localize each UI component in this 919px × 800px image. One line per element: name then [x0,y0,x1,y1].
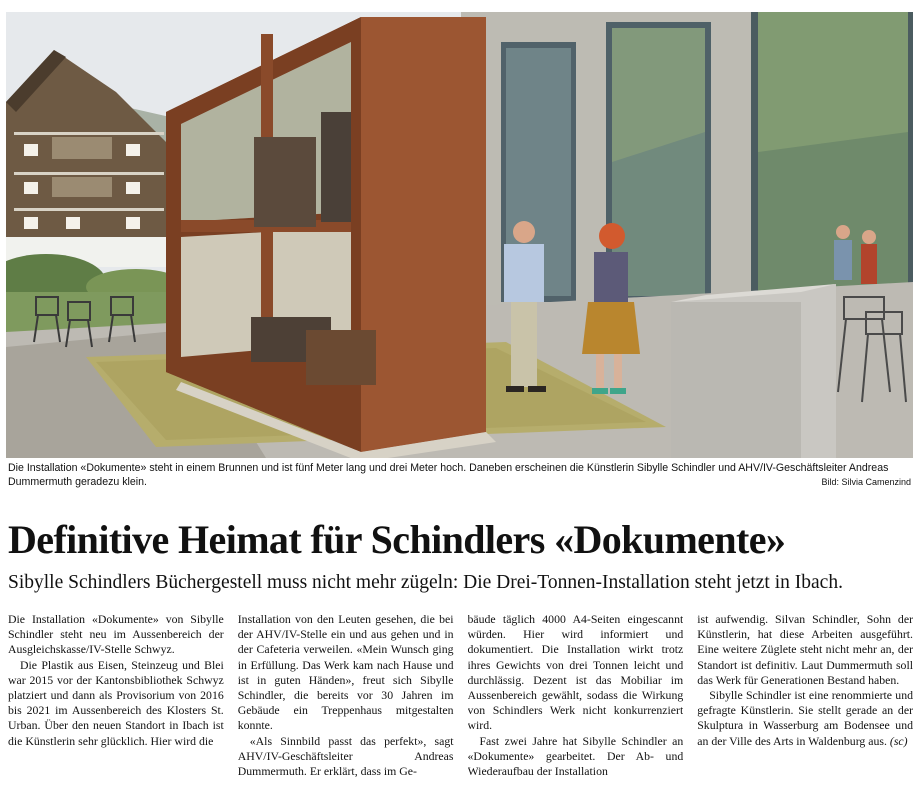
article-column-4 [697,612,913,796]
paragraph: bäude täglich 4000 A4-Seiten eingescannt würden. Hier wird informiert und dokumentiert. Die Installation wirkt trotz ihres Gewichts von drei Tonnen leicht und durchlässig. Dezent ist das Mobiliar im Aussenbereich gewählt, sodass die Wirkung von Schindlers Werk nicht konkurrenziert wird. [467,612,684,733]
article-column-1 [8,612,224,796]
article-headline: Definitive Heimat für Schindlers «Dokumente» [8,517,786,562]
paragraph: ist aufwendig. Silvan Schindler, Sohn der Künstlerin, hat diese Arbeiten ausgeführt. Eine weitere Züglete steht nicht mehr an, der Standort ist definitiv. Laut Dummermuth soll das Werk für Generationen Bestand haben. [697,612,913,687]
installation-photo-illustration [6,12,913,458]
article-photo [6,12,913,458]
article-body [8,612,913,796]
paragraph: «Als Sinnbild passt das perfekt», sagt AHV/IV-Geschäftsleiter Andreas Dummermuth. Er erklärt, dass im Ge- [237,733,454,779]
paragraph: Die Plastik aus Eisen, Steinzeug und Blei war 2015 vor der Kantonsbibliothek Schwyz platziert und dann als Provisorium von 2016 bis 2021 im Aussenbereich des Klosters St. Urban. Über den neuen Standort in Ibach ist die Künstlerin sehr glücklich. Hier wird die [8,657,224,748]
paragraph: Die Installation «Dokumente» von Sibylle Schindler steht neu im Aussenbereich der Ausgleichskasse/IV-Stelle Schwyz. [8,612,224,657]
photo-credit: Bild: Silvia Camenzind [821,477,911,487]
paragraph-text: Sibylle Schindler ist eine renommierte und gefragte Künstlerin. Sie stellt gerade an der Skulptura in Wasserburg am Bodensee und an der Ville des Arts in Waldenburg aus. [697,688,913,748]
article-column-3 [468,612,684,796]
paragraph: Installation von den Leuten gesehen, die bei der AHV/IV-Stelle ein und aus gehen und in der Cafeteria verweilen. «Mein Wunsch ging in Erfüllung. Das Werk kam nach Hause und ist in guten Händen», freut sich Sibylle Schindler, die bereits vor 30 Jahren im Gebäude ein Treppenhaus mitgestalten konnte. [237,612,454,733]
paragraph [697,688,913,749]
article-column-2 [238,612,454,796]
author-signature: (sc) [889,733,908,748]
paragraph: Fast zwei Jahre hat Sibylle Schindler an «Dokumente» gearbeitet. Der Ab- und Wiederaufbau der Installation [467,733,684,779]
article-subhead: Sibylle Schindlers Büchergestell muss nicht mehr zügeln: Die Drei-Tonnen-Installation steht jetzt in Ibach. [8,572,843,593]
photo-caption: Die Installation «Dokumente» steht in einem Brunnen und ist fünf Meter lang und drei Meter hoch. Daneben erscheinen die Künstlerin Sibylle Schindler und AHV/IV-Geschäftsleiter Andreas Dummermuth geradezu klein. [8,462,889,488]
